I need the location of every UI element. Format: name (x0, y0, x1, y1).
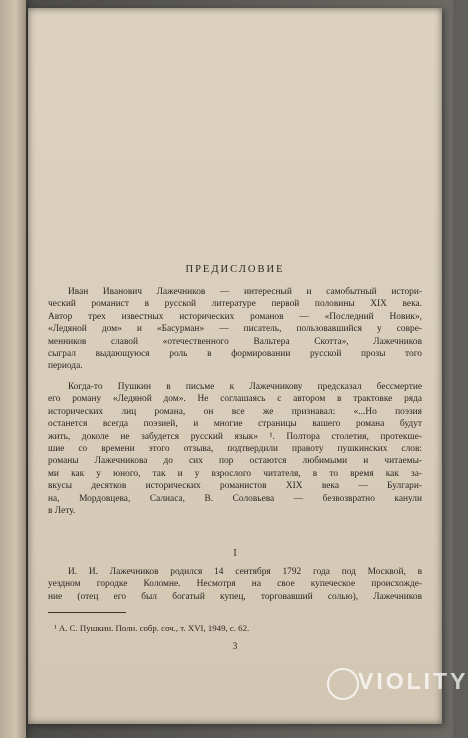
book-spine (0, 0, 26, 738)
text-line: периода. (48, 361, 83, 372)
text-line: вкусы десятков исторических романистов XIX века — Булгари- (48, 481, 422, 492)
text-line: его роману «Ледяной дом». Не соглашаясь с автором в трактовке ряда (48, 394, 422, 405)
text-line: на, Мордовцева, Салиаса, В. Соловьева — безвозвратно канули (48, 493, 422, 504)
text-line: Иван Иванович Лажечников — интересный и самобытный истори- (68, 287, 422, 297)
preface-heading: ПРЕДИСЛОВИЕ (185, 264, 285, 275)
book-page (28, 8, 442, 724)
footnote: ¹ А. С. Пушкин. Полн. собр. соч., т. XVI, 1949, с. 62. (54, 623, 250, 633)
watermark-logo-icon (327, 668, 359, 700)
page-number: 3 (232, 642, 238, 652)
footnote-divider (48, 612, 126, 613)
text-line: ми как у юного, так и у взрослого читателя, в то время как за- (48, 468, 422, 479)
text-line: Автор трех известных исторических романов — «Последний Новик», (48, 311, 422, 322)
text-line: «Ледяной дом» и «Басурман» — писатель, пользовавшийся у совре- (48, 324, 422, 335)
text-line: останется всегда поэзией, и многие страницы вашего романа будут (48, 419, 422, 430)
text-line: ние (отец его был богатый купец, торговавший солью), Лажечников (48, 591, 422, 602)
chapter-numeral: I (233, 548, 237, 559)
text-line: сыграл выдающуюся роль в формировании русской прозы того (48, 349, 422, 360)
text-line: менников славой «отечественного Вальтера Скотта», Лажечников (48, 336, 422, 347)
text-line: исторических лиц романа, он все же признавал: «...Но поэзия (48, 406, 422, 417)
watermark-text: VIOLITY (358, 668, 468, 694)
text-line: Когда-то Пушкин в письме к Лажечникову предсказал бессмертие (68, 382, 422, 392)
preface-paragraph-2 (48, 381, 422, 517)
text-line: уездном городке Коломне. Несмотря на свое купеческое происхожде- (48, 579, 422, 590)
text-line: жить, доколе не забудется русский язык» ¹. Полтора столетия, протекше- (48, 431, 422, 442)
chapter-paragraph (48, 566, 422, 603)
preface-paragraph-1 (48, 286, 422, 373)
text-line: шие со времени этого отзыва, подтвердили правоту пушкинских слов: (48, 444, 422, 455)
text-line: ческий романист в русской литературе первой половины XIX века. (48, 299, 422, 310)
text-line: романы Лажечникова до сих пор остаются любимыми и читаемы- (48, 456, 422, 467)
text-line: в Лету. (48, 506, 76, 517)
text-line: И. И. Лажечников родился 14 сентября 1792 года под Москвой, в (68, 567, 422, 577)
